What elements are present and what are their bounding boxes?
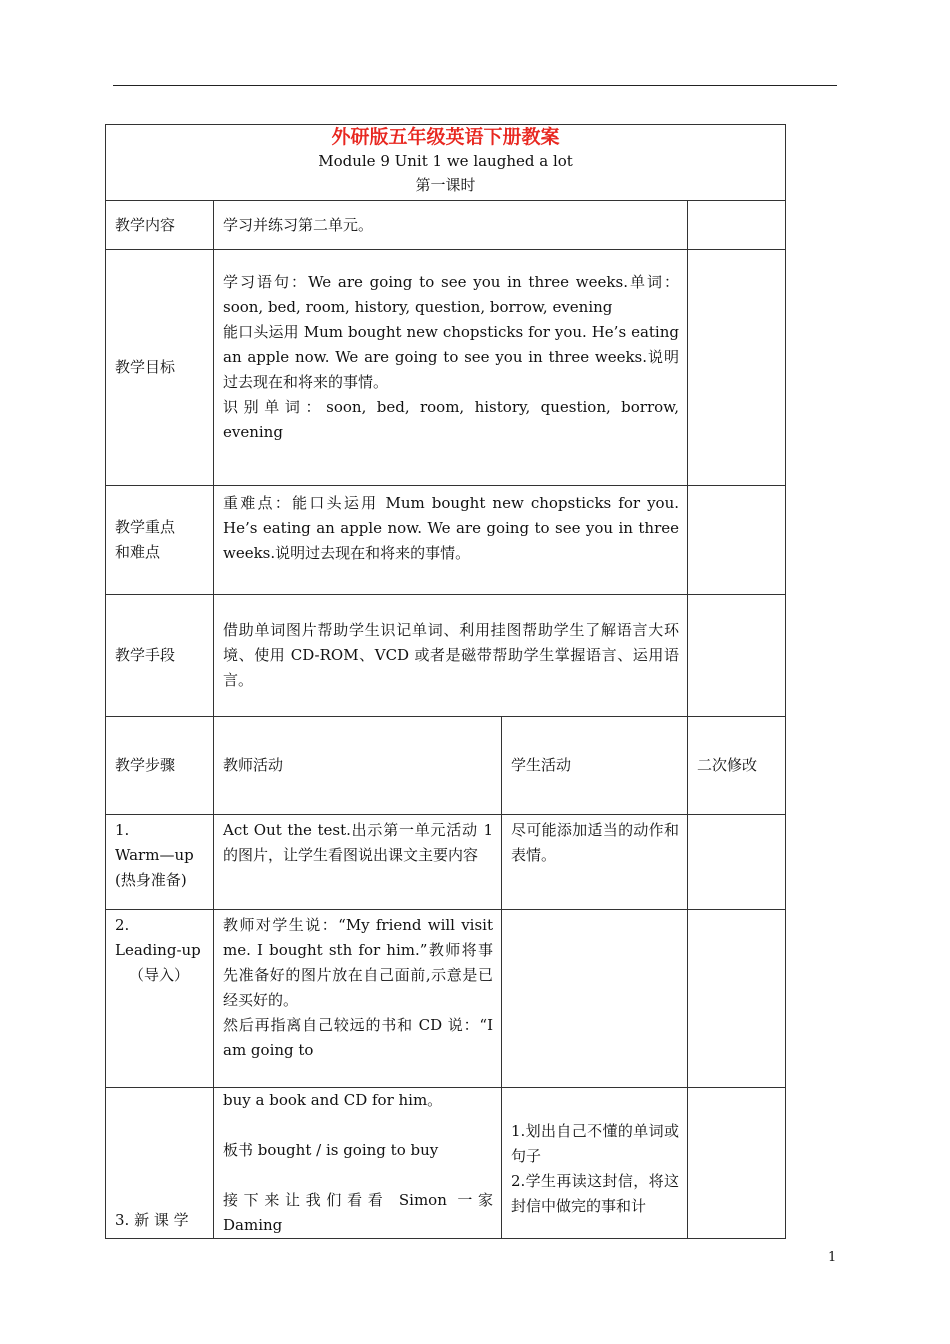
goals-recognize-words: 识别单词：soon, bed, room, history, question, borrow, evening xyxy=(223,398,679,441)
step3-label: 3. 新 课 学 xyxy=(106,1088,214,1239)
step1-label xyxy=(106,815,214,910)
step2-row xyxy=(106,910,786,1088)
step3-row xyxy=(106,1088,786,1239)
step3-teacher-activity xyxy=(214,1088,502,1239)
key-points-label-line2: 和难点 xyxy=(115,543,161,561)
step3-revision-cell xyxy=(688,1088,786,1239)
step2-label xyxy=(106,910,214,1088)
key-points-label-line1: 教学重点 xyxy=(115,518,176,536)
step2-name-cn: （导入） xyxy=(129,966,190,984)
student-activity-header: 学生活动 xyxy=(502,717,688,815)
goals-label: 教学目标 xyxy=(106,250,214,486)
step2-teacher-p1: 教师对学生说：“My friend will visit me. I bought sth for him.”教师将事先准备好的图片放在自己面前,示意是已经买好的。 xyxy=(223,916,493,1009)
key-points-revision-cell xyxy=(688,486,786,595)
key-points-row xyxy=(106,486,786,595)
key-points-text: 重难点：能口头运用 Mum bought new chopsticks for you. He’s eating an apple now. We are going to see you in three weeks.说明过去现在和将来的事情。 xyxy=(214,486,688,595)
step3-student-activity xyxy=(502,1088,688,1239)
title-cell xyxy=(106,125,786,201)
step2-number: 2. xyxy=(115,916,130,934)
revision-header: 二次修改 xyxy=(688,717,786,815)
goals-cell xyxy=(214,250,688,486)
key-points-label xyxy=(106,486,214,595)
content-row xyxy=(106,201,786,250)
means-label: 教学手段 xyxy=(106,595,214,717)
page-number: 1 xyxy=(828,1250,837,1265)
step3-teacher-spacer2 xyxy=(223,1163,493,1188)
step2-revision-cell xyxy=(688,910,786,1088)
step3-teacher-p2: 板书 bought / is going to buy xyxy=(223,1141,439,1159)
lesson-plan-table xyxy=(105,124,786,1239)
step2-name: Leading-up xyxy=(115,941,201,959)
content-revision-cell xyxy=(688,201,786,250)
step1-row xyxy=(106,815,786,910)
header-rule xyxy=(113,85,837,86)
goals-oral-use: 能口头运用 Mum bought new chopsticks for you. He’s eating an apple now. We are going to see you in three weeks.说明过去现在和将来的事情。 xyxy=(223,323,679,391)
content-label: 教学内容 xyxy=(106,201,214,250)
step1-name: Warm—up xyxy=(115,846,194,864)
step2-teacher-p2: 然后再指离自己较远的书和 CD 说：“I am going to xyxy=(223,1016,493,1059)
goals-row xyxy=(106,250,786,486)
document-title: 外研版五年级英语下册教案 xyxy=(331,126,560,148)
step3-teacher-p1: buy a book and CD for him。 xyxy=(223,1091,443,1109)
step1-teacher-activity: Act Out the test.出示第一单元活动 1 的图片，让学生看图说出课文主要内容 xyxy=(214,815,502,910)
teacher-activity-header: 教师活动 xyxy=(214,717,502,815)
step1-student-activity: 尽可能添加适当的动作和表情。 xyxy=(502,815,688,910)
step3-student-p2: 2.学生再读这封信，将这封信中做完的事和计 xyxy=(511,1172,679,1215)
step3-teacher-p3: 接下来让我们看看 Simon 一家 Daming xyxy=(223,1191,493,1234)
steps-header-label: 教学步骤 xyxy=(106,717,214,815)
lesson-number: 第一课时 xyxy=(415,176,476,194)
steps-header-row xyxy=(106,717,786,815)
content-text: 学习并练习第二单元。 xyxy=(214,201,688,250)
step1-number: 1. xyxy=(115,821,130,839)
means-revision-cell xyxy=(688,595,786,717)
step1-name-cn: (热身准备) xyxy=(115,871,187,889)
means-text: 借助单词图片帮助学生识记单词、利用挂图帮助学生了解语言大环境、使用 CD-ROM、VCD 或者是磁带帮助学生掌握语言、运用语言。 xyxy=(214,595,688,717)
goals-revision-cell xyxy=(688,250,786,486)
step3-teacher-spacer1 xyxy=(223,1113,493,1138)
title-row xyxy=(106,125,786,201)
means-row xyxy=(106,595,786,717)
step3-student-p1: 1.划出自己不懂的单词或句子 xyxy=(511,1122,679,1165)
step1-revision-cell xyxy=(688,815,786,910)
module-subtitle: Module 9 Unit 1 we laughed a lot xyxy=(318,152,573,170)
step2-student-activity xyxy=(502,910,688,1088)
goals-sentence-words: 学习语句：We are going to see you in three weeks.单词：soon, bed, room, history, question, borrow, evening xyxy=(223,273,679,316)
step2-teacher-activity xyxy=(214,910,502,1088)
